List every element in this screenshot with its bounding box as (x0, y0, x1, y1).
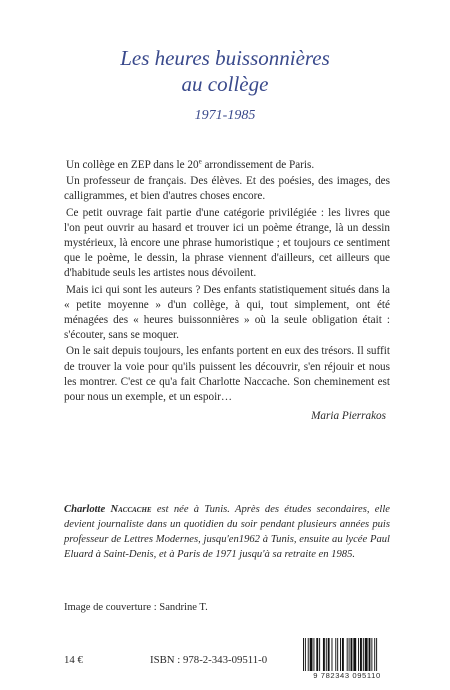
blurb-signature: Maria Pierrakos (311, 410, 386, 423)
author-first-name: Charlotte (64, 504, 106, 515)
blurb (64, 158, 390, 425)
price: 14 € (64, 654, 83, 666)
author-bio (64, 502, 390, 562)
barcode (297, 638, 397, 682)
barcode-digits: 9 782343 095110 (297, 671, 397, 681)
book-title-line-2: au collège (181, 72, 269, 96)
author-bio-text: est née à Tunis. Après des études secondaires, elle devient journaliste dans un quotidien du soir pendant plusieurs années puis professeur de Lettres Modernes, jusqu'en1962 à Tunis, ensuite au lycée Paul Eluard à Saint-Denis, et à Paris de 1971 jusqu'à sa retraite en 1985. (64, 504, 390, 560)
barcode-bars-icon (297, 638, 397, 674)
blurb-p1-text-a: Un collège en ZEP dans le 20 (66, 159, 199, 171)
isbn: ISBN : 978-2-343-09511-0 (150, 654, 268, 666)
blurb-paragraph-5: On le sait depuis toujours, les enfants portent en eux des trésors. Il suffit de trouver la voie pour qu'ils puissent les découvrir, s'en réjouir et nous les montrer. C'est ce qu'a fait Charlotte Naccache. Son cheminement est pour nous un exemple, et un espoir… (64, 345, 390, 404)
author-last-name: Naccache (110, 504, 152, 515)
blurb-paragraph-3: Ce petit ouvrage fait partie d'une catégorie privilégiée : les livres que l'on peut ouvrir au hasard et trouver ici un poème étrange, là un dessin mystérieux, là encore une phrase humoristique ; et toujours ce sentiment que le poème, le dessin, la phrase viennent d'ailleurs, cet ailleurs que d'habitude seuls les artistes nous dévoilent. (64, 206, 390, 280)
cover-image-credit: Image de couverture : Sandrine T. (64, 602, 208, 613)
blurb-paragraph-4: Mais ici qui sont les auteurs ? Des enfants statistiquement situés dans la « petite moyenne » d'un collège, à qui, tout simplement, ont été ménagées des « heures buissonnières » où la seule obligation était : s'écouter, sans se moquer. (64, 283, 390, 342)
blurb-p1-text-b: arrondissement de Paris. (201, 159, 315, 171)
blurb-paragraph-2: Un professeur de français. Des élèves. Et des poésies, des images, des calligrammes, et bien d'autres choses encore. (64, 175, 390, 203)
blurb-paragraph-1 (64, 158, 390, 173)
book-years: 1971-1985 (194, 108, 256, 123)
blurb-p1-superscript: e (198, 157, 202, 166)
book-title-line-1: Les heures buissonnières (120, 46, 330, 70)
